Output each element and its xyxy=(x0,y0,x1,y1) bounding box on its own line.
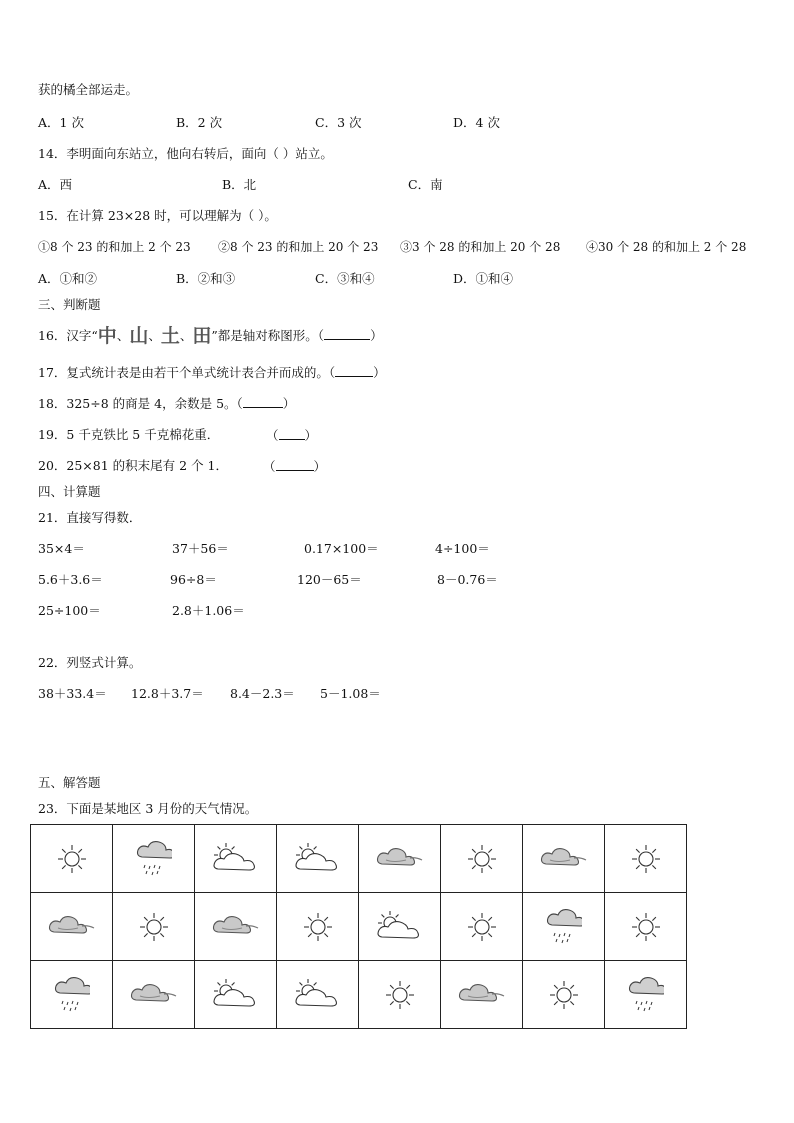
q16-sep: 、 xyxy=(179,328,193,343)
sun-icon xyxy=(547,978,581,1012)
calc-item: 37＋56＝ xyxy=(172,541,229,556)
q20-answer xyxy=(263,458,326,475)
q13-tail: 获的橘全部运走。 xyxy=(38,82,139,97)
q16-suffix: ”都是轴对称图形。（ xyxy=(211,328,325,343)
weather-cell-sunny-cloudy xyxy=(359,893,441,961)
partly-cloudy-icon xyxy=(210,842,262,876)
rain-cloud-icon xyxy=(628,977,664,1013)
partly-cloudy-icon xyxy=(292,978,344,1012)
q18-text xyxy=(38,395,295,412)
q15-option-b[interactable]: B．②和③ xyxy=(176,271,236,286)
sun-icon xyxy=(629,842,663,876)
calc-item: 35×4＝ xyxy=(38,541,85,556)
weather-cell-cloudy xyxy=(31,893,113,961)
weather-table xyxy=(30,824,687,1029)
calc-item: 0.17×100＝ xyxy=(304,541,379,556)
q17-answer-blank[interactable] xyxy=(335,364,373,377)
q19-answer-blank[interactable] xyxy=(279,427,305,440)
weather-cell-sunny xyxy=(277,893,359,961)
sun-icon xyxy=(465,910,499,944)
q16-answer-blank[interactable] xyxy=(324,327,370,340)
weather-cell-sunny-cloudy xyxy=(277,961,359,1029)
weather-cell-sunny xyxy=(113,893,195,961)
q14-option-a[interactable]: A．西 xyxy=(38,177,73,192)
section-5-heading: 五、解答题 xyxy=(38,775,101,790)
weather-cell-cloudy xyxy=(523,825,605,893)
q15-statement-4: ④30 个 28 的和加上 2 个 28 xyxy=(586,240,747,254)
q14-text: 14．李明面向东站立，他向右转后，面向（ ）站立。 xyxy=(38,146,333,161)
sun-icon xyxy=(465,842,499,876)
vertical-calc-item: 12.8＋3.7＝ xyxy=(131,686,204,701)
q15-statement-1: ①8 个 23 的和加上 2 个 23 xyxy=(38,240,191,254)
q15-option-c[interactable]: C．③和④ xyxy=(315,271,375,286)
q15-statement-3: ③3 个 28 的和加上 20 个 28 xyxy=(400,240,561,254)
q20-answer-blank[interactable] xyxy=(276,458,314,471)
rain-cloud-icon xyxy=(546,909,582,945)
vertical-calc-item: 5－1.08＝ xyxy=(320,686,381,701)
calc-item: 8－0.76＝ xyxy=(437,572,498,587)
q16-char-2: 山 xyxy=(129,325,149,347)
q16-char-3: 土 xyxy=(160,325,180,347)
q16-text xyxy=(38,325,383,347)
q16-close: ） xyxy=(370,328,383,343)
weather-cell-sunny-cloudy xyxy=(195,961,277,1029)
q13-option-a[interactable]: A．1 次 xyxy=(38,115,84,130)
q19-answer xyxy=(266,427,317,444)
q16-prefix: 16．汉字“ xyxy=(38,328,98,343)
partly-cloudy-icon xyxy=(374,910,426,944)
q13-option-d[interactable]: D．4 次 xyxy=(453,115,500,130)
weather-cell-cloudy xyxy=(195,893,277,961)
q23-text: 23．下面是某地区 3 月份的天气情况。 xyxy=(38,801,258,816)
q15-statement-2: ②8 个 23 的和加上 20 个 23 xyxy=(218,240,379,254)
weather-cell-sunny-cloudy xyxy=(277,825,359,893)
weather-cell-sunny xyxy=(31,825,113,893)
weather-cell-rain xyxy=(31,961,113,1029)
q19-open: （ xyxy=(266,428,279,443)
calc-item: 4÷100＝ xyxy=(435,541,490,556)
q21-text: 21．直接写得数． xyxy=(38,510,142,525)
cloud-icon xyxy=(210,914,262,940)
weather-row xyxy=(31,893,687,961)
q13-option-c[interactable]: C．3 次 xyxy=(315,115,362,130)
calc-item: 96÷8＝ xyxy=(170,572,217,587)
weather-cell-cloudy xyxy=(441,961,523,1029)
weather-row xyxy=(31,961,687,1029)
q16-char-4: 田 xyxy=(192,325,212,347)
weather-cell-rain xyxy=(523,893,605,961)
sun-icon xyxy=(383,978,417,1012)
cloud-icon xyxy=(456,982,508,1008)
weather-row xyxy=(31,825,687,893)
q15-option-d[interactable]: D．①和④ xyxy=(453,271,514,286)
calc-item: 2.8＋1.06＝ xyxy=(172,603,245,618)
q17-body: 17．复式统计表是由若干个单式统计表合并而成的。（ xyxy=(38,365,336,380)
weather-cell-cloudy xyxy=(113,961,195,1029)
q15-text: 15．在计算 23×28 时，可以理解为（ ）。 xyxy=(38,208,277,223)
cloud-icon xyxy=(46,914,98,940)
partly-cloudy-icon xyxy=(210,978,262,1012)
vertical-calc-item: 38＋33.4＝ xyxy=(38,686,107,701)
cloud-icon xyxy=(374,846,426,872)
weather-cell-sunny xyxy=(359,961,441,1029)
q14-option-c[interactable]: C．南 xyxy=(408,177,443,192)
q16-sep: 、 xyxy=(116,328,130,343)
sun-icon xyxy=(301,910,335,944)
vertical-calc-item: 8.4－2.3＝ xyxy=(230,686,295,701)
q18-body: 18．325÷8 的商是 4，余数是 5。（ xyxy=(38,396,243,411)
partly-cloudy-icon xyxy=(292,842,344,876)
q17-close: ） xyxy=(373,365,386,380)
q15-option-a[interactable]: A．①和② xyxy=(38,271,98,286)
section-3-heading: 三、判断题 xyxy=(38,297,101,312)
q17-text xyxy=(38,364,386,381)
weather-cell-cloudy xyxy=(359,825,441,893)
calc-item: 5.6＋3.6＝ xyxy=(38,572,103,587)
q18-close: ） xyxy=(282,396,296,411)
weather-cell-sunny xyxy=(605,825,687,893)
cloud-icon xyxy=(538,846,590,872)
q16-char-1: 中 xyxy=(97,325,117,347)
weather-cell-rain xyxy=(113,825,195,893)
weather-cell-sunny-cloudy xyxy=(195,825,277,893)
sun-icon xyxy=(137,910,171,944)
weather-cell-sunny xyxy=(441,825,523,893)
sun-icon xyxy=(629,910,663,944)
q18-answer-blank[interactable] xyxy=(243,395,283,408)
q16-sep: 、 xyxy=(148,328,161,343)
cloud-icon xyxy=(128,982,180,1008)
rain-cloud-icon xyxy=(136,841,172,877)
weather-cell-rain xyxy=(605,961,687,1029)
q13-option-b[interactable]: B．2 次 xyxy=(176,115,223,130)
q20-open: （ xyxy=(263,459,276,474)
weather-cell-sunny xyxy=(523,961,605,1029)
q19-text: 19．5 千克铁比 5 千克棉花重． xyxy=(38,427,220,442)
rain-cloud-icon xyxy=(54,977,90,1013)
weather-cell-sunny xyxy=(441,893,523,961)
q19-close: ） xyxy=(304,428,318,443)
section-4-heading: 四、计算题 xyxy=(38,484,101,499)
weather-cell-sunny xyxy=(605,893,687,961)
q20-text: 20．25×81 的积末尾有 2 个 1． xyxy=(38,458,228,473)
q14-option-b[interactable]: B．北 xyxy=(222,177,257,192)
q22-text: 22．列竖式计算。 xyxy=(38,655,142,670)
q20-close: ） xyxy=(313,459,327,474)
calc-item: 25÷100＝ xyxy=(38,603,101,618)
calc-item: 120－65＝ xyxy=(297,572,362,587)
sun-icon xyxy=(55,842,89,876)
